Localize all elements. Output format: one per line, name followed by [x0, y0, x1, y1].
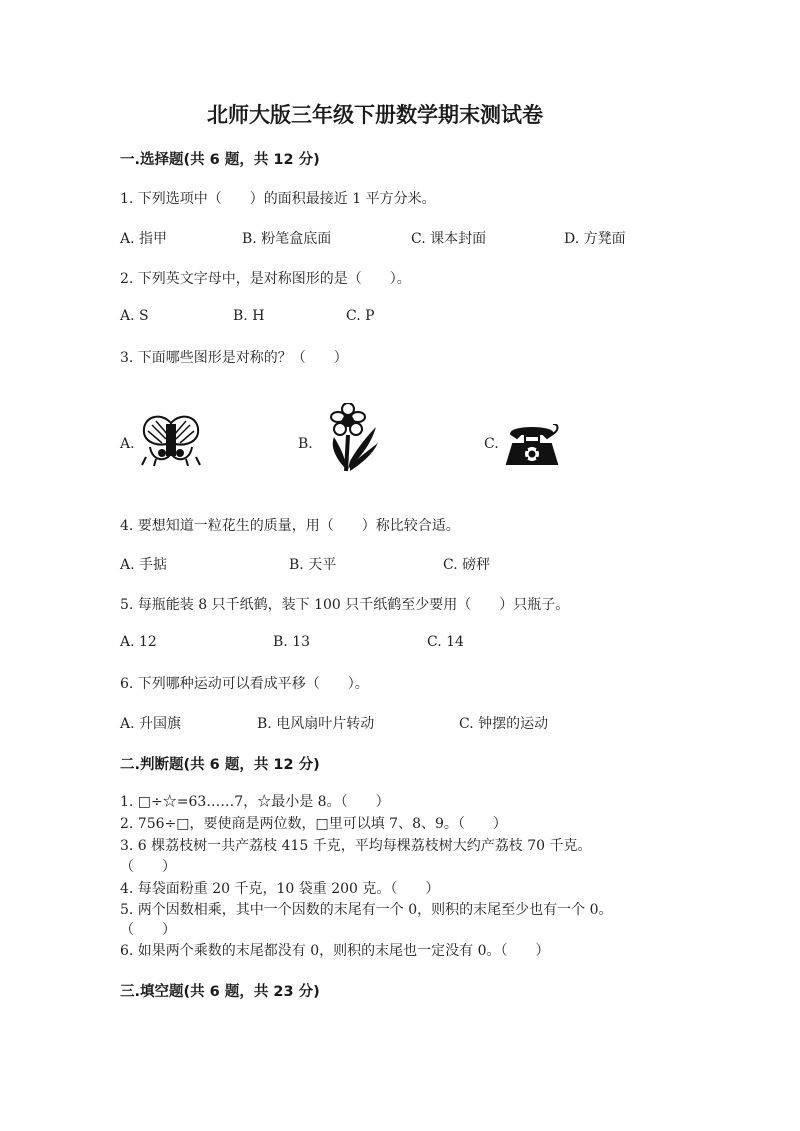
question-3: 3. 下面哪些图形是对称的？（ ） [120, 350, 348, 366]
judgment-4: 4. 每袋面粉重 20 千克，10 袋重 200 克。（ ） [120, 881, 440, 897]
question-1: 1. 下列选项中（ ）的面积最接近 1 平方分米。 [120, 191, 436, 207]
q2-option-a: A. S [120, 308, 149, 324]
judgment-5-bracket: （ ） [120, 922, 176, 938]
q4-option-b: B. 天平 [289, 557, 337, 573]
butterfly-icon [140, 413, 202, 467]
q5-option-b: B. 13 [273, 634, 311, 650]
q3-option-b: B. [298, 436, 313, 452]
flower-icon [318, 403, 382, 473]
judgment-3-bracket: （ ） [120, 859, 176, 875]
section-heading-choice: 一.选择题(共 6 题，共 12 分) [120, 152, 320, 168]
q6-option-b: B. 电风扇叶片转动 [257, 716, 375, 732]
judgment-2: 2. 756÷□，要使商是两位数，□里可以填 7、8、9。（ ） [120, 816, 507, 832]
section-heading-fill: 三.填空题(共 6 题，共 23 分) [120, 984, 320, 1000]
page-title: 北师大版三年级下册数学期末测试卷 [207, 103, 543, 127]
question-6: 6. 下列哪种运动可以看成平移（ ）。 [120, 676, 369, 692]
q4-option-c: C. 磅秤 [443, 557, 491, 573]
q1-option-b: B. 粉笔盒底面 [242, 231, 332, 247]
question-4: 4. 要想知道一粒花生的质量，用（ ）称比较合适。 [120, 518, 460, 534]
q5-option-c: C. 14 [427, 634, 464, 650]
question-5: 5. 每瓶能装 8 只千纸鹤，装下 100 只千纸鹤至少要用（ ）只瓶子。 [120, 597, 570, 613]
q1-option-d: D. 方凳面 [564, 231, 626, 247]
q2-option-c: C. P [346, 308, 375, 324]
q3-option-c: C. [484, 436, 499, 452]
q6-option-c: C. 钟摆的运动 [459, 716, 549, 732]
q1-option-c: C. 课本封面 [411, 231, 487, 247]
q5-option-a: A. 12 [120, 634, 157, 650]
judgment-5: 5. 两个因数相乘，其中一个因数的末尾有一个 0，则积的末尾至少也有一个 0。 [120, 902, 613, 918]
q4-option-a: A. 手掂 [120, 557, 168, 573]
q3-option-a: A. [120, 436, 135, 452]
section-heading-judgment: 二.判断题(共 6 题，共 12 分) [120, 757, 320, 773]
judgment-1: 1. □÷☆=63……7，☆最小是 8。（ ） [120, 794, 390, 810]
judgment-6: 6. 如果两个乘数的末尾都没有 0，则积的末尾也一定没有 0。（ ） [120, 943, 550, 959]
q2-option-b: B. H [233, 308, 265, 324]
judgment-3: 3. 6 棵荔枝树一共产荔枝 415 千克，平均每棵荔枝树大约产荔枝 70 千克。 [120, 838, 592, 854]
q1-option-a: A. 指甲 [120, 231, 168, 247]
telephone-icon [503, 424, 561, 468]
question-2: 2. 下列英文字母中，是对称图形的是（ ）。 [120, 271, 411, 287]
q6-option-a: A. 升国旗 [120, 716, 182, 732]
